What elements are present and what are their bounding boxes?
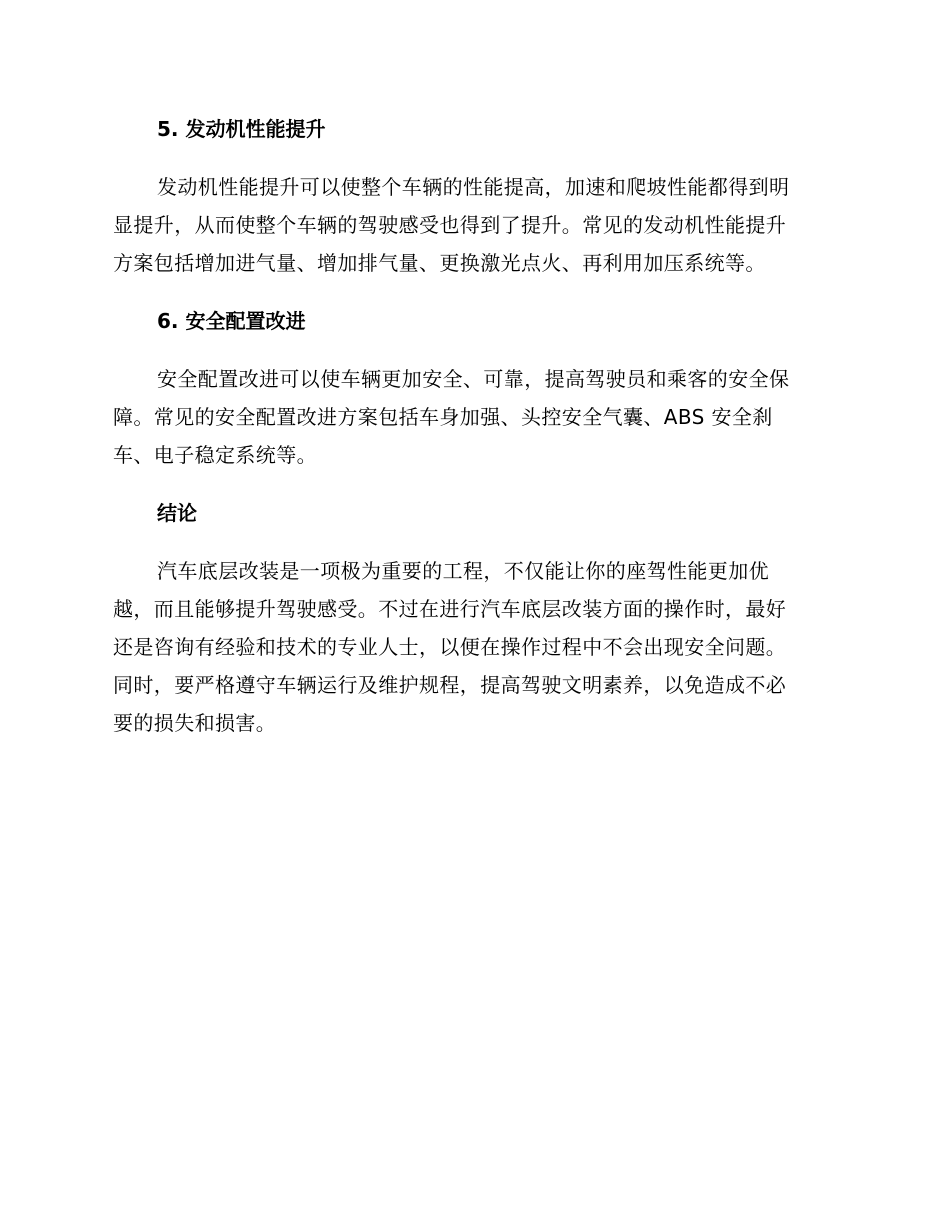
paragraph-line: 发动机性能提升可以使整个车辆的性能提高，加速和爬坡性能都得到明 (157, 175, 790, 199)
paragraph-line: 同时，要严格遵守车辆运行及维护规程，提高驾驶文明素养，以免造成不必 (113, 673, 787, 697)
section-paragraph-engine-performance (113, 168, 833, 282)
paragraph-line: 安全配置改进可以使车辆更加安全、可靠，提高驾驶员和乘客的安全保 (157, 367, 790, 391)
section-paragraph-conclusion (113, 552, 833, 742)
section-heading-engine-performance: 5. 发动机性能提升 (157, 117, 326, 141)
paragraph-line: 显提升，从而使整个车辆的驾驶感受也得到了提升。常见的发动机性能提升 (113, 213, 787, 237)
paragraph-line: 还是咨询有经验和技术的专业人士，以便在操作过程中不会出现安全问题。 (113, 635, 787, 659)
paragraph-line: 方案包括增加进气量、增加排气量、更换激光点火、再利用加压系统等。 (113, 251, 766, 275)
paragraph-line: 要的损失和损害。 (113, 711, 277, 735)
paragraph-line: 越，而且能够提升驾驶感受。不过在进行汽车底层改装方面的操作时，最好 (113, 597, 787, 621)
section-heading-conclusion: 结论 (157, 501, 197, 525)
section-heading-safety-config: 6. 安全配置改进 (157, 309, 306, 333)
section-paragraph-safety-config (113, 360, 833, 474)
paragraph-line: 车、电子稳定系统等。 (113, 443, 317, 467)
document-body (113, 110, 833, 742)
paragraph-line: 汽车底层改装是一项极为重要的工程，不仅能让你的座驾性能更加优 (157, 559, 769, 583)
paragraph-line: 障。常见的安全配置改进方案包括车身加强、头控安全气囊、ABS 安全刹 (113, 405, 773, 429)
